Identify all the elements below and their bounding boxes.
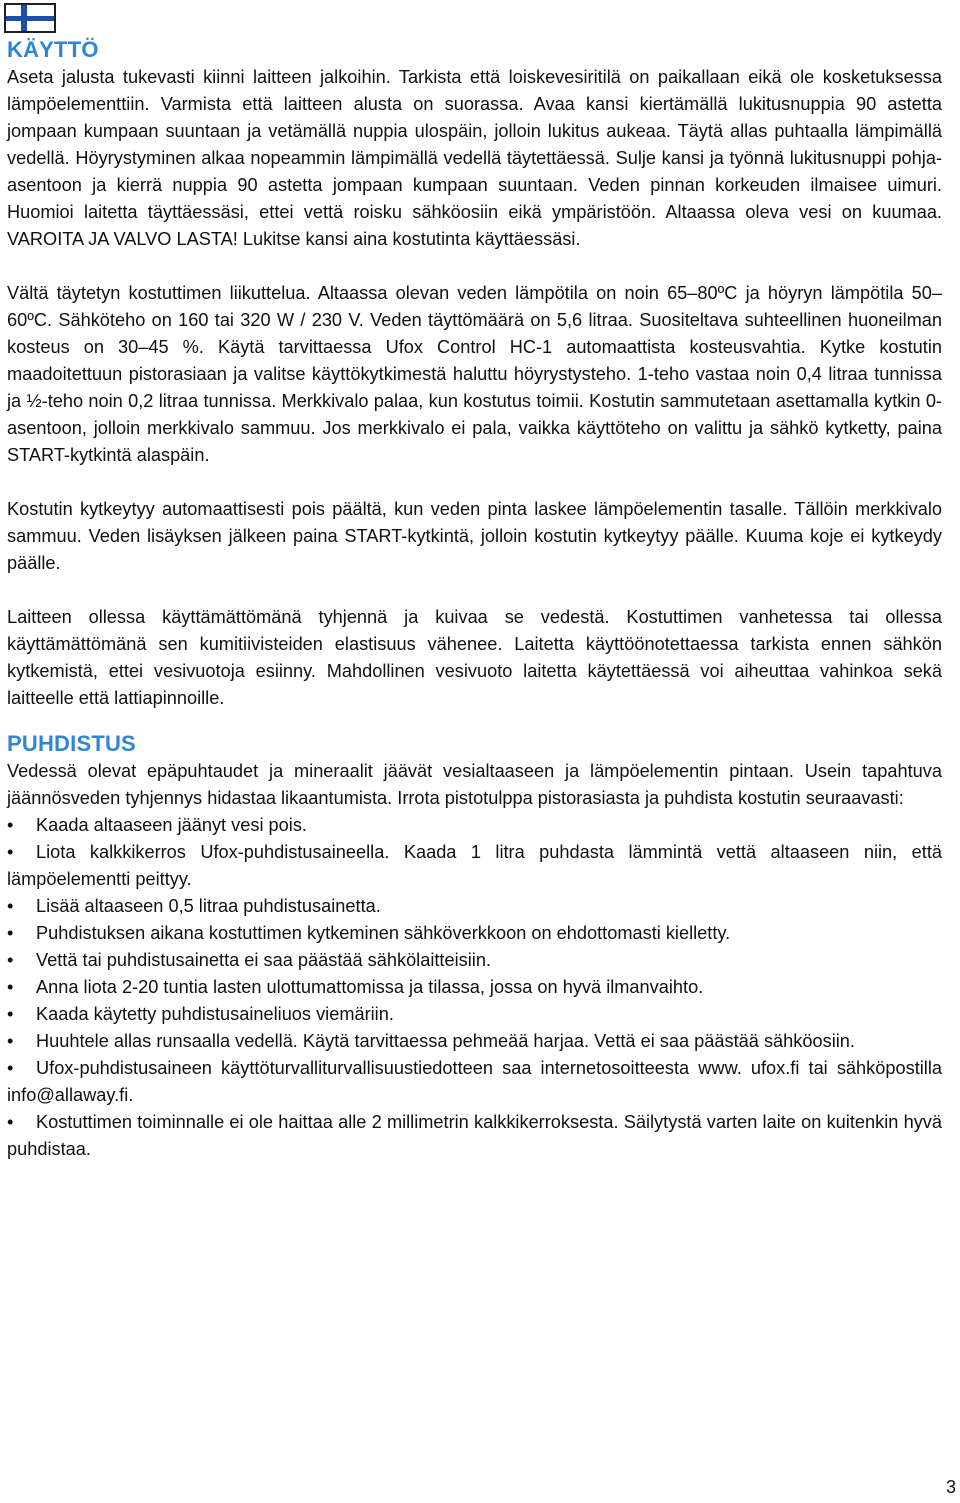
list-item — [7, 893, 942, 920]
bullet-icon: • — [7, 977, 14, 997]
list-item — [7, 812, 942, 839]
list-item-text: Vettä tai puhdistusainetta ei saa päästää sähkölaitteisiin. — [36, 950, 491, 970]
list-item — [7, 839, 942, 893]
paragraph-cleaning-intro: Vedessä olevat epäpuhtaudet ja mineraalit jäävät vesialtaaseen ja lämpöelementin pintaan. Usein tapahtuva jäännösveden tyhjennys hidastaa likaantumista. Irrota pistotulppa pistorasiasta ja puhdista kostutin seuraavasti: — [7, 761, 942, 808]
bullet-icon: • — [7, 1004, 14, 1024]
list-item — [7, 920, 942, 947]
list-item-text: Huuhtele allas runsaalla vedellä. Käytä tarvittaessa pehmeää harjaa. Vettä ei saa päästää sähköosiin. — [36, 1031, 855, 1051]
list-item-text: Kaada käytetty puhdistusaineliuos viemäriin. — [36, 1004, 394, 1024]
list-item-text: Puhdistuksen aikana kostuttimen kytkeminen sähköverkkoon on ehdottomasti kielletty. — [36, 923, 731, 943]
bullet-icon: • — [7, 923, 14, 943]
paragraph-spacer — [7, 469, 942, 496]
flag-cross-vertical — [21, 5, 27, 31]
bullet-icon: • — [7, 1112, 14, 1132]
list-item-text: Kaada altaaseen jäänyt vesi pois. — [36, 815, 307, 835]
list-item-text: Liota kalkkikerros Ufox-puhdistusaineella. Kaada 1 litra puhdasta lämmintä vettä altaaseen niin, että lämpöelementti peittyy. — [7, 842, 942, 889]
list-item — [7, 1001, 942, 1028]
list-item-text: Kostuttimen toiminnalle ei ole haittaa alle 2 millimetrin kalkkikerroksesta. Säilytystä varten laite on kuitenkin hyvä puhdistaa. — [7, 1112, 942, 1159]
paragraph-spacer — [7, 253, 942, 280]
paragraph-setup: Aseta jalusta tukevasti kiinni laitteen jalkoihin. Tarkista että loiskevesiritilä on paikallaan eikä ole kosketuksessa lämpöelementtiin. Varmista että laitteen alusta on suorassa. Avaa kansi kiertämällä lukitusnuppia 90 astetta jompaan kumpaan suuntaan ja vetämällä nuppia ulospäin, jolloin lukitus aukeaa. Täytä allas puhtaalla lämpimällä vedellä. Höyrystyminen alkaa nopeammin lämpimällä vedellä täytettäessä. Sulje kansi ja työnnä lukitusnuppi pohja-asentoon ja kierrä nuppia 90 astetta jompaan kumpaan suuntaan. Veden pinnan korkeuden ilmaisee uimuri. Huomioi laitetta täyttäessäsi, ettei vettä roisku sähköosiin eikä ympäristöön. Altaassa oleva vesi on kuumaa. VAROITA JA VALVO LASTA! Lukitse kansi aina kostutinta käyttäessäsi. — [7, 67, 942, 249]
bullet-icon: • — [7, 1058, 14, 1078]
list-item-text: Ufox-puhdistusaineen käyttöturvalliturvallisuustiedotteen saa internetosoitteesta www. ufox.fi tai sähköpostilla info@allaway.fi. — [7, 1058, 942, 1105]
list-item-text: Lisää altaaseen 0,5 litraa puhdistusainetta. — [36, 896, 381, 916]
list-item — [7, 974, 942, 1001]
flag-cross-horizontal — [6, 16, 54, 21]
list-item-text: Anna liota 2-20 tuntia lasten ulottumattomissa ja tilassa, jossa on hyvä ilmanvaihto. — [36, 977, 704, 997]
section-title-kaytto: KÄYTTÖ — [7, 37, 99, 62]
list-item — [7, 1109, 942, 1163]
paragraph-spacer — [7, 577, 942, 604]
cleaning-steps-list — [7, 812, 942, 1163]
bullet-icon: • — [7, 950, 14, 970]
section-title-puhdistus: PUHDISTUS — [7, 731, 136, 756]
document-body — [7, 36, 942, 1163]
paragraph-storage: Laitteen ollessa käyttämättömänä tyhjennä ja kuivaa se vedestä. Kostuttimen vanhetessa tai ollessa käyttämättömänä sen kumitiivisteiden elastisuus vähenee. Laitetta käyttöönotettaessa tarkista ennen sähkön kytkemistä, ettei vesivuotoja esiinny. Mahdollinen vesivuoto laitetta käytettäessä voi aiheuttaa vahinkoa sekä laitteelle että lattiapinnoille. — [7, 607, 942, 708]
list-item — [7, 1055, 942, 1109]
list-item — [7, 1028, 942, 1055]
list-item — [7, 947, 942, 974]
paragraph-auto-off: Kostutin kytkeytyy automaattisesti pois päältä, kun veden pinta laskee lämpöelementin tasalle. Tällöin merkkivalo sammuu. Veden lisäyksen jälkeen paina START-kytkintä, jolloin kostutin kytkeytyy päälle. Kuuma koje ei kytkeydy päälle. — [7, 499, 942, 573]
page-number: 3 — [945, 1477, 956, 1497]
bullet-icon: • — [7, 842, 14, 862]
bullet-icon: • — [7, 815, 14, 835]
paragraph-operation: Vältä täytetyn kostuttimen liikuttelua. Altaassa olevan veden lämpötila on noin 65–80ºC ja höyryn lämpötila 50–60ºC. Sähköteho on 160 tai 320 W / 230 V. Veden täyttömäärä on 5,6 litraa. Suositeltava suhteellinen huoneilman kosteus on 30–45 %. Käytä tarvittaessa Ufox Control HC-1 automaattista kosteusvahtia. Kytke kostutin maadoitettuun pistorasiaan ja valitse käyttökytkimestä haluttu höyrystysteho. 1-teho vastaa noin 0,4 litraa tunnissa ja ½-teho noin 0,2 litraa tunnissa. Merkkivalo palaa, kun kostutus toimii. Kostutin sammutetaan asettamalla kytkin 0-asentoon, jolloin merkkivalo sammuu. Jos merkkivalo ei pala, vaikka käyttöteho on valittu ja sähkö kytketty, paina START-kytkintä alaspäin. — [7, 283, 942, 465]
bullet-icon: • — [7, 896, 14, 916]
bullet-icon: • — [7, 1031, 14, 1051]
finnish-flag-icon — [4, 3, 56, 33]
